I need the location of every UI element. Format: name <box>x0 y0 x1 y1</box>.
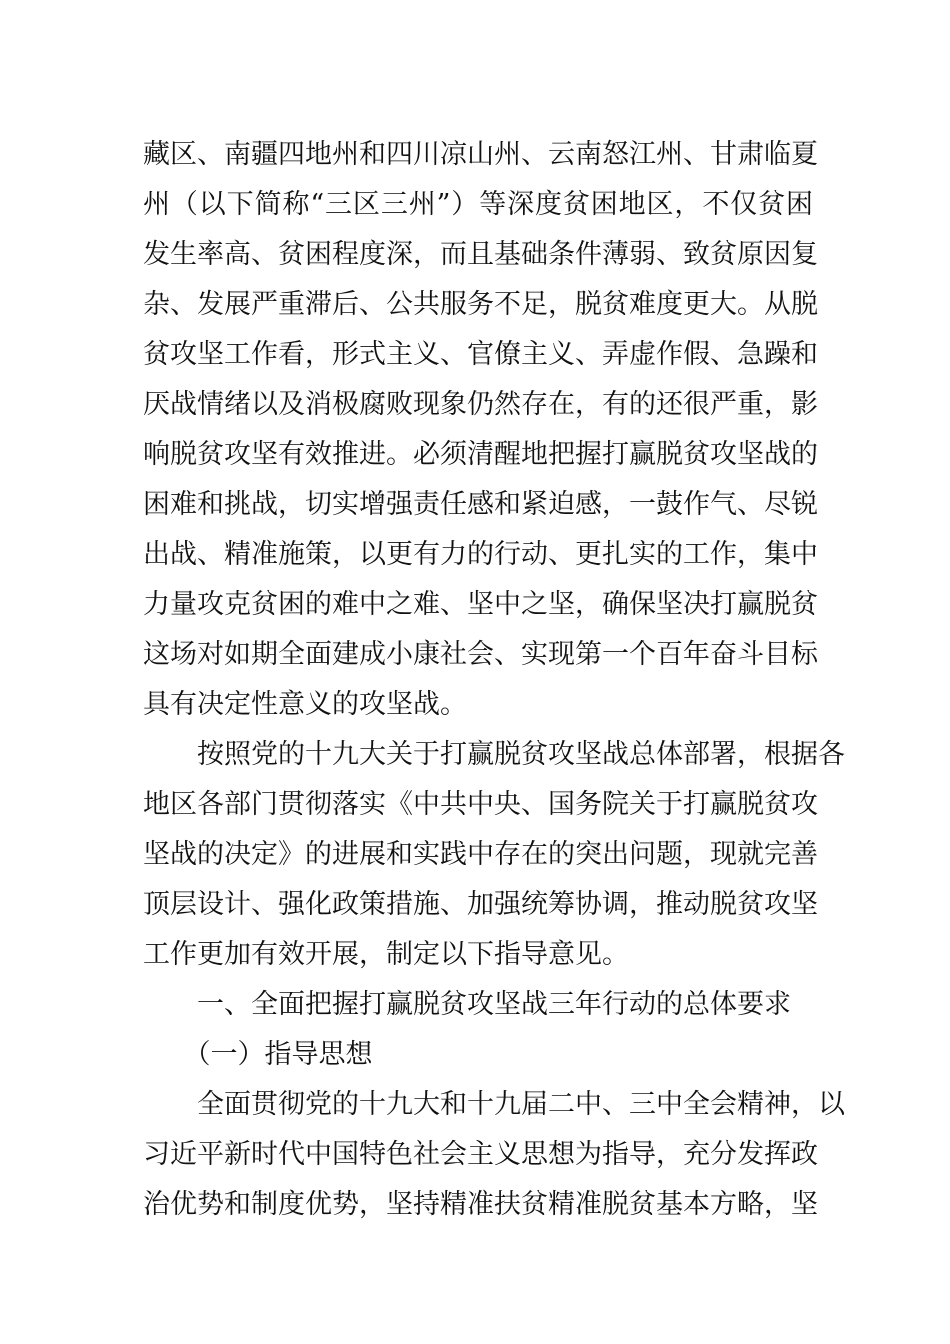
paragraph-1-line-6: 厌战情绪以及消极腐败现象仍然存在，有的还很严重，影 <box>143 389 818 420</box>
paragraph-2-line-4: 顶层设计、强化政策措施、加强统筹协调，推动脱贫攻坚 <box>143 889 818 920</box>
paragraph-1-line-10: 力量攻克贫困的难中之难、坚中之坚，确保坚决打赢脱贫 <box>143 589 818 620</box>
paragraph-3-line-3: 治优势和制度优势，坚持精准扶贫精准脱贫基本方略，坚 <box>143 1189 818 1220</box>
paragraph-1-line-4: 杂、发展严重滞后、公共服务不足，脱贫难度更大。从脱 <box>143 289 818 320</box>
paragraph-1-line-9: 出战、精准施策，以更有力的行动、更扎实的工作，集中 <box>143 539 818 570</box>
paragraph-2-line-5: 工作更加有效开展，制定以下指导意见。 <box>143 939 629 970</box>
paragraph-2-line-3: 坚战的决定》的进展和实践中存在的突出问题，现就完善 <box>143 839 818 870</box>
paragraph-1-line-3: 发生率高、贫困程度深，而且基础条件薄弱、致贫原因复 <box>143 239 818 270</box>
paragraph-3-line-2: 习近平新时代中国特色社会主义思想为指导，充分发挥政 <box>143 1139 818 1170</box>
paragraph-1-line-12: 具有决定性意义的攻坚战。 <box>143 689 467 720</box>
paragraph-1-line-2: 州（以下简称“三区三州”）等深度贫困地区，不仅贫困 <box>143 189 813 220</box>
paragraph-2-line-1: 按照党的十九大关于打赢脱贫攻坚战总体部署，根据各 <box>143 739 845 770</box>
paragraph-1-line-8: 困难和挑战，切实增强责任感和紧迫感，一鼓作气、尽锐 <box>143 489 818 520</box>
paragraph-1-line-7: 响脱贫攻坚有效推进。必须清醒地把握打赢脱贫攻坚战的 <box>143 439 818 470</box>
paragraph-2-line-2: 地区各部门贯彻落实《中共中央、国务院关于打赢脱贫攻 <box>143 789 818 820</box>
paragraph-1-line-5: 贫攻坚工作看，形式主义、官僚主义、弄虚作假、急躁和 <box>143 339 818 370</box>
paragraph-1-line-1: 藏区、南疆四地州和四川凉山州、云南怒江州、甘肃临夏 <box>143 139 818 170</box>
section-heading-1: 一、全面把握打赢脱贫攻坚战三年行动的总体要求 <box>143 989 791 1020</box>
paragraph-3-line-1: 全面贯彻党的十九大和十九届二中、三中全会精神，以 <box>143 1089 845 1120</box>
subsection-heading-1: （一）指导思想 <box>143 1039 373 1070</box>
paragraph-1-line-11: 这场对如期全面建成小康社会、实现第一个百年奋斗目标 <box>143 639 818 670</box>
